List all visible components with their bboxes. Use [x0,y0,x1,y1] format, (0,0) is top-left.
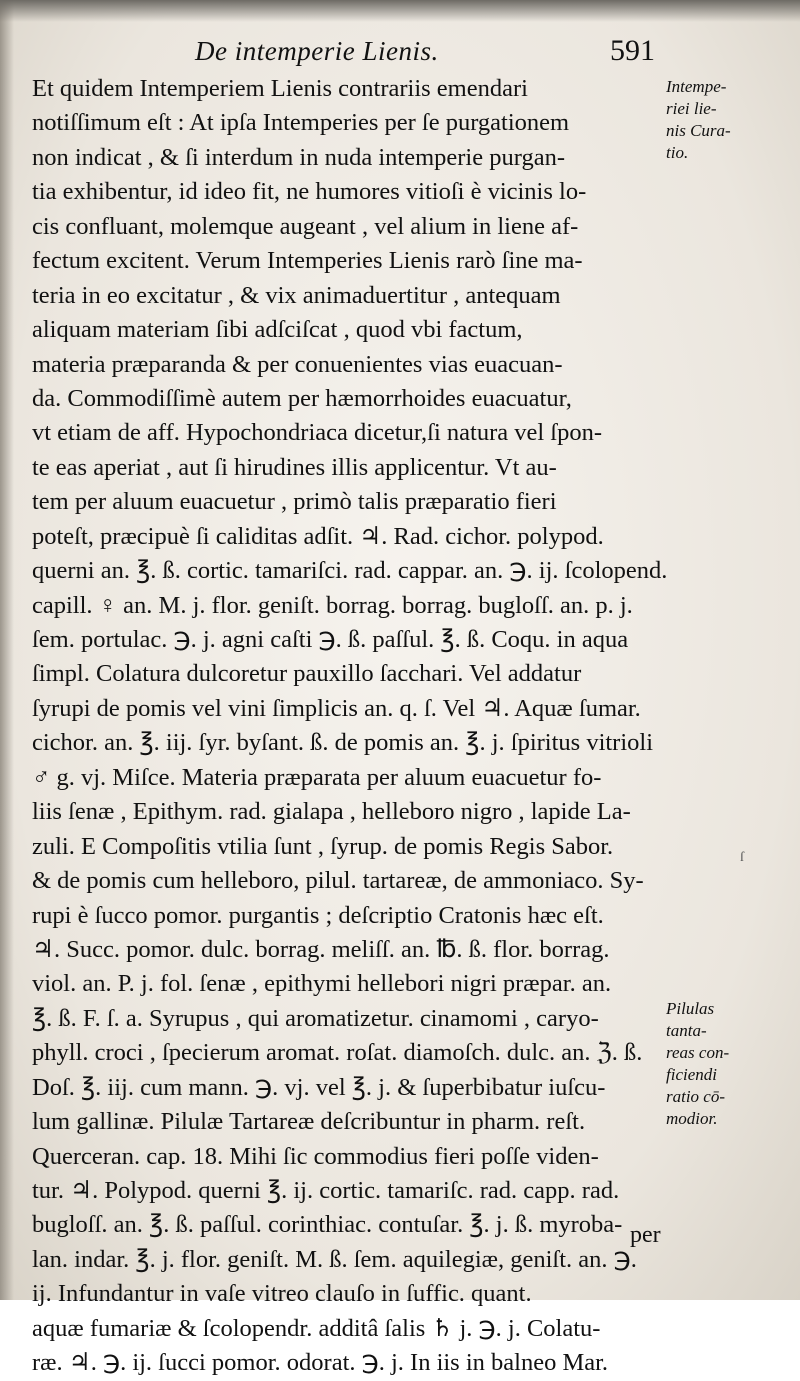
text-line: lan. indar. ℥. j. flor. geniſt. M. ß. ſem. aquilegiæ, geniſt. an. ℈. [32,1245,637,1273]
text-line: phyll. croci , ſpecierum aromat. roſat. diamoſch. dulc. an. ℨ. ß. [32,1039,643,1067]
text-line: capill. ♀ an. M. j. flor. geniſt. borrag. borrag. bugloſſ. an. p. j. [32,591,633,619]
text-line: fectum excitent. Verum Intemperies Lienis rarò ſine ma- [32,247,583,275]
text-line: ♃. Succ. pomor. dulc. borrag. meliſſ. an. ℔. ß. flor. borrag. [32,935,610,963]
margin-note-line: modior. [666,1109,718,1128]
text-line: vt etiam de aff. Hypochondriaca dicetur,ſi natura vel ſpon- [32,419,603,447]
margin-note-cure [666,76,794,164]
text-line: Doſ. ℥. iij. cum mann. ℈. vj. vel ℥. j. & ſuperbibatur iuſcu- [32,1073,606,1101]
text-line: zuli. E Compoſitis vtilia ſunt , ſyrup. de pomis Regis Sabor. [32,832,614,860]
margin-note-line: reas con- [666,1043,730,1062]
page-number: 591 [610,34,655,67]
text-line: rupi è ſucco pomor. purgantis ; deſcriptio Cratonis hæc eſt. [32,901,604,929]
text-line: ſimpl. Colatura dulcoretur pauxillo ſacchari. Vel addatur [32,660,582,688]
text-line: cis confluant, molemque augeant , vel alium in liene af- [32,212,579,240]
text-line: poteſt, præcipuè ſi caliditas adſit. ♃. Rad. cichor. polypod. [32,522,604,550]
text-line: aquæ fumariæ & ſcolopendr. additâ ſalis ♄ j. ℈. j. Colatu- [32,1314,601,1342]
margin-note-line: Intempe- [666,77,727,96]
margin-note-line: tanta- [666,1021,707,1040]
text-line: & de pomis cum helleboro, pilul. tartareæ, de ammoniaco. Sy- [32,867,644,895]
margin-note-pills [666,998,794,1130]
text-line: da. Commodiſſimè autem per hæmorrhoides euacuatur, [32,384,572,412]
text-line: cichor. an. ℥. iij. ſyr. byſant. ß. de pomis an. ℥. j. ſpiritus vitrioli [32,729,654,757]
text-line: non indicat , & ſi interdum in nuda intemperie purgan- [32,143,565,171]
text-line: bugloſſ. an. ℥. ß. paſſul. corinthiac. contuſar. ℥. j. ß. myroba- [32,1211,623,1239]
page-header [175,30,655,70]
text-line: notiſſimum eſt : At ipſa Intemperies per ſe purgationem [32,109,570,137]
text-line: ℥. ß. F. ſ. a. Syrupus , qui aromatizetur. cinamomi , caryo- [32,1004,599,1032]
text-line: querni an. ℥. ß. cortic. tamariſci. rad. cappar. an. ℈. ij. ſcolopend. [32,557,668,585]
text-line: ij. Infundantur in vaſe vitreo clauſo in ſuffic. quant. [32,1280,532,1308]
text-line: liis ſenæ , Epithym. rad. gialapa , helleboro nigro , lapide La- [32,798,631,826]
text-line: ræ. ♃. ℈. ij. ſucci pomor. odorat. ℈. j. In iis in balneo Mar. [32,1349,609,1377]
margin-note-line: Pilulas [666,999,715,1018]
text-line: lum gallinæ. Pilulæ Tartareæ deſcribuntur in pharm. reſt. [32,1108,586,1136]
ink-mark: ſ [740,850,744,865]
body-text [32,72,668,1381]
text-line: Et quidem Intemperiem Lienis contrariis emendari [32,75,528,102]
text-line: ſyrupi de pomis vel vini ſimplicis an. q. ſ. Vel ♃. Aquæ ſumar. [32,694,641,722]
margin-note-line: nis Cura- [666,121,731,140]
running-title: De intemperie Lienis. [195,36,439,66]
text-line: aliquam materiam ſibi adſciſcat , quod vbi factum, [32,316,523,344]
text-line: Querceran. cap. 18. Mihi ſic commodius fieri poſſe viden- [32,1142,599,1170]
text-line: viol. an. P. j. fol. ſenæ , epithymi hellebori nigri præpar. an. [32,970,612,998]
text-line: teria in eo excitatur , & vix animaduertitur , antequam [32,281,561,309]
margin-note-line: riei lie- [666,99,717,118]
text-line: tur. ♃. Polypod. querni ℥. ij. cortic. tamariſc. rad. capp. rad. [32,1177,620,1204]
text-line: tem per aluum euacuetur , primò talis præparatio fieri [32,488,557,516]
text-line: ♂ g. vj. Miſce. Materia præparata per aluum euacuetur fo- [32,763,602,791]
text-line: ſem. portulac. ℈. j. agni caſti ℈. ß. paſſul. ℥. ß. Coqu. in aqua [32,626,629,653]
catchword: per [630,1222,661,1248]
text-line: te eas aperiat , aut ſi hirudines illis applicentur. Vt au- [32,453,557,481]
text-line: materia præparanda & per conuenientes vias euacuan- [32,350,563,378]
margin-note-line: ficiendi [666,1065,717,1084]
text-line: tia exhibentur, id ideo fit, ne humores vitioſi è vicinis lo- [32,178,587,206]
margin-note-line: ratio cō- [666,1087,726,1106]
margin-note-line: tio. [666,143,689,162]
